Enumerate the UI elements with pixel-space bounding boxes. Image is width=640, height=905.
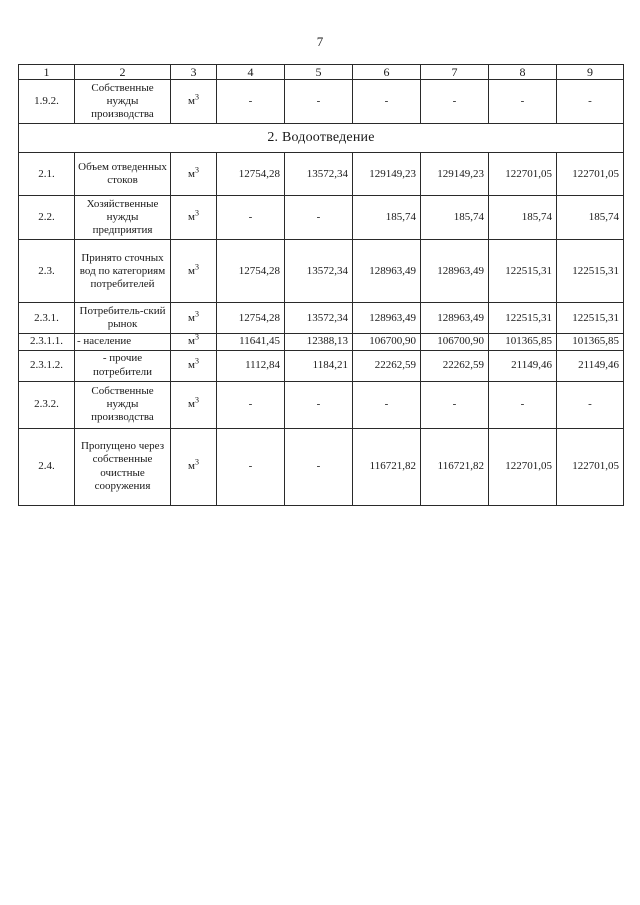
value-cell: 116721,82: [421, 428, 489, 505]
unit-exponent: 3: [194, 309, 199, 319]
row-code: 2.3.1.: [19, 303, 75, 334]
water-disposal-table: [18, 64, 624, 506]
unit-exponent: 3: [194, 92, 199, 102]
unit-exponent: 3: [194, 208, 199, 218]
value-cell: 1112,84: [217, 350, 285, 381]
row-code: 2.3.1.1.: [19, 334, 75, 350]
value-cell: 1184,21: [285, 350, 353, 381]
value-cell: 101365,85: [557, 334, 624, 350]
unit-base: м: [188, 459, 195, 472]
row-name: Принято сточных вод по категориям потребителей: [75, 240, 171, 303]
value-cell: 13572,34: [285, 303, 353, 334]
unit-base: м: [188, 335, 195, 348]
unit-exponent: 3: [194, 395, 199, 405]
value-cell: 13572,34: [285, 153, 353, 196]
value-cell: 129149,23: [353, 153, 421, 196]
row-code: 2.1.: [19, 153, 75, 196]
value-cell: -: [285, 381, 353, 428]
row-unit: [171, 334, 217, 350]
value-cell: -: [557, 381, 624, 428]
column-header: 3: [171, 65, 217, 80]
value-cell: 185,74: [557, 196, 624, 240]
value-cell: 22262,59: [353, 350, 421, 381]
table-row: [19, 350, 624, 381]
row-name: Собственные нужды производства: [75, 80, 171, 124]
value-cell: 122701,05: [557, 428, 624, 505]
row-unit: [171, 428, 217, 505]
value-cell: 122515,31: [489, 303, 557, 334]
value-cell: 128963,49: [353, 303, 421, 334]
value-cell: 106700,90: [353, 334, 421, 350]
row-code: 2.3.1.2.: [19, 350, 75, 381]
value-cell: 101365,85: [489, 334, 557, 350]
row-code: 1.9.2.: [19, 80, 75, 124]
value-cell: 12754,28: [217, 303, 285, 334]
table-row: [19, 334, 624, 350]
page-number: 7: [316, 34, 324, 49]
value-cell: 129149,23: [421, 153, 489, 196]
value-cell: -: [217, 428, 285, 505]
value-cell: -: [489, 80, 557, 124]
value-cell: -: [353, 381, 421, 428]
column-header: 8: [489, 65, 557, 80]
value-cell: 12388,13: [285, 334, 353, 350]
column-header: 6: [353, 65, 421, 80]
section-title: 2. Водоотведение: [19, 124, 624, 153]
table-row: [19, 381, 624, 428]
value-cell: 106700,90: [421, 334, 489, 350]
value-cell: 11641,45: [217, 334, 285, 350]
table-row: [19, 153, 624, 196]
column-header: 2: [75, 65, 171, 80]
table-row: [19, 428, 624, 505]
value-cell: -: [421, 80, 489, 124]
row-code: 2.3.: [19, 240, 75, 303]
unit-exponent: 3: [194, 356, 199, 366]
section-row: [19, 124, 624, 153]
value-cell: 116721,82: [353, 428, 421, 505]
unit-exponent: 3: [194, 165, 199, 175]
value-cell: 122515,31: [557, 303, 624, 334]
table-row: [19, 303, 624, 334]
unit-base: м: [188, 358, 195, 371]
unit-base: м: [188, 167, 195, 180]
unit-exponent: 3: [194, 262, 199, 272]
row-name: Хозяйственные нужды предприятия: [75, 196, 171, 240]
row-unit: [171, 240, 217, 303]
table-row: [19, 80, 624, 124]
row-code: 2.4.: [19, 428, 75, 505]
value-cell: 21149,46: [557, 350, 624, 381]
row-unit: [171, 303, 217, 334]
unit-base: м: [188, 397, 195, 410]
column-header: 4: [217, 65, 285, 80]
unit-base: м: [188, 311, 195, 324]
value-cell: 13572,34: [285, 240, 353, 303]
value-cell: -: [421, 381, 489, 428]
value-cell: -: [285, 196, 353, 240]
column-header: 1: [19, 65, 75, 80]
value-cell: 22262,59: [421, 350, 489, 381]
value-cell: 122701,05: [489, 153, 557, 196]
row-unit: [171, 153, 217, 196]
table-row: [19, 240, 624, 303]
unit-base: м: [188, 95, 195, 108]
unit-base: м: [188, 211, 195, 224]
value-cell: 122515,31: [489, 240, 557, 303]
value-cell: 12754,28: [217, 153, 285, 196]
value-cell: -: [353, 80, 421, 124]
value-cell: 122701,05: [489, 428, 557, 505]
value-cell: 128963,49: [421, 240, 489, 303]
value-cell: 122515,31: [557, 240, 624, 303]
value-cell: 21149,46: [489, 350, 557, 381]
value-cell: -: [217, 381, 285, 428]
unit-exponent: 3: [194, 457, 199, 467]
value-cell: 122701,05: [557, 153, 624, 196]
row-unit: [171, 196, 217, 240]
row-name: Собственные нужды производства: [75, 381, 171, 428]
value-cell: 128963,49: [353, 240, 421, 303]
row-name: Пропущено через собственные очистные сооружения: [75, 428, 171, 505]
value-cell: 12754,28: [217, 240, 285, 303]
column-number-row: [19, 65, 624, 80]
row-unit: [171, 350, 217, 381]
value-cell: 185,74: [353, 196, 421, 240]
row-name: Потребитель-ский рынок: [75, 303, 171, 334]
row-code: 2.2.: [19, 196, 75, 240]
value-cell: -: [285, 428, 353, 505]
value-cell: 128963,49: [421, 303, 489, 334]
row-name: - прочие потребители: [75, 350, 171, 381]
value-cell: 185,74: [489, 196, 557, 240]
row-name: - население: [75, 334, 171, 350]
unit-exponent: 3: [194, 332, 199, 342]
column-header: 9: [557, 65, 624, 80]
row-unit: [171, 381, 217, 428]
row-unit: [171, 80, 217, 124]
value-cell: -: [217, 80, 285, 124]
value-cell: 185,74: [421, 196, 489, 240]
table-row: [19, 196, 624, 240]
value-cell: -: [557, 80, 624, 124]
value-cell: -: [285, 80, 353, 124]
unit-base: м: [188, 264, 195, 277]
column-header: 7: [421, 65, 489, 80]
row-code: 2.3.2.: [19, 381, 75, 428]
column-header: 5: [285, 65, 353, 80]
value-cell: -: [489, 381, 557, 428]
value-cell: -: [217, 196, 285, 240]
row-name: Объем отведенных стоков: [75, 153, 171, 196]
